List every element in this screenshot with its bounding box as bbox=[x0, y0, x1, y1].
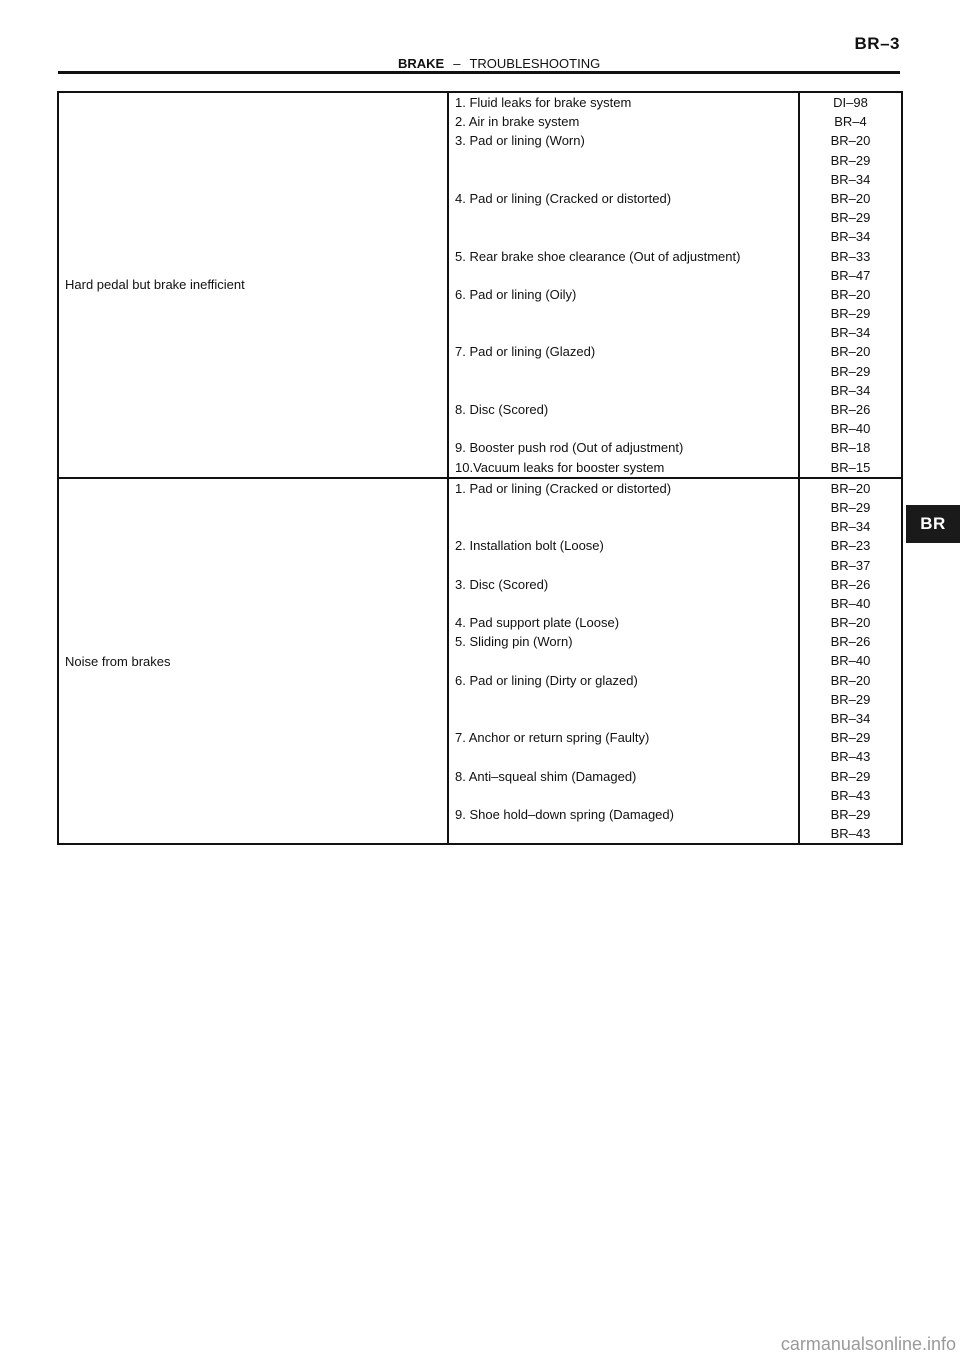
page-reference: BR–20 bbox=[830, 615, 871, 631]
page-reference: BR–29 bbox=[830, 499, 871, 515]
cause-line bbox=[455, 556, 798, 575]
page-reference: BR–26 bbox=[830, 402, 871, 417]
cause-line bbox=[455, 824, 798, 843]
page-reference: BR–34 bbox=[830, 325, 871, 341]
table-body bbox=[58, 92, 902, 844]
page-reference: BR–20 bbox=[830, 344, 871, 360]
cause-line bbox=[455, 304, 798, 323]
page-reference: BR–20 bbox=[830, 480, 871, 496]
cause-line: 1. Pad or lining (Cracked or distorted) bbox=[455, 480, 672, 496]
cause-line: 7. Pad or lining (Glazed) bbox=[455, 344, 596, 360]
page-reference: BR–40 bbox=[830, 595, 871, 611]
page-reference: BR–34 bbox=[830, 229, 871, 245]
problem-cell: Hard pedal but brake inefficient bbox=[58, 92, 448, 478]
page-reference: BR–40 bbox=[830, 421, 871, 437]
page-reference: BR–43 bbox=[830, 787, 871, 803]
page-reference: BR–26 bbox=[830, 576, 871, 592]
cause-line: 7. Anchor or return spring (Faulty) bbox=[455, 730, 650, 746]
section-title: BRAKE bbox=[398, 56, 445, 71]
cause-line bbox=[455, 709, 798, 728]
problem-group-row bbox=[58, 92, 902, 478]
page-reference: BR–20 bbox=[830, 286, 871, 302]
cause-line bbox=[455, 362, 798, 381]
causes-cell bbox=[448, 92, 799, 478]
page-reference: BR–20 bbox=[830, 133, 871, 149]
cause-line bbox=[455, 594, 798, 613]
cause-line: 10.Vacuum leaks for booster system bbox=[455, 459, 665, 475]
cause-line bbox=[455, 381, 798, 400]
page-reference: BR–33 bbox=[830, 248, 871, 264]
page-reference: BR–29 bbox=[830, 768, 871, 784]
cause-line: 8. Anti–squeal shim (Damaged) bbox=[455, 768, 637, 784]
cause-line bbox=[455, 747, 798, 766]
problem-group-row bbox=[58, 478, 902, 845]
page-reference: BR–29 bbox=[830, 363, 871, 379]
page-reference: BR–26 bbox=[830, 634, 871, 650]
cause-line: 6. Pad or lining (Oily) bbox=[455, 286, 577, 302]
cause-line: 3. Pad or lining (Worn) bbox=[455, 133, 585, 149]
cause-line: 9. Booster push rod (Out of adjustment) bbox=[455, 440, 684, 456]
cause-line: 5. Rear brake shoe clearance (Out of adjustment) bbox=[455, 248, 741, 264]
page-reference: BR–20 bbox=[830, 190, 871, 206]
page-reference: BR–29 bbox=[830, 730, 871, 746]
cause-line bbox=[455, 690, 798, 709]
cause-line bbox=[455, 208, 798, 227]
page-reference: BR–34 bbox=[830, 382, 871, 398]
reference-cell bbox=[799, 92, 902, 478]
cause-line: 8. Disc (Scored) bbox=[455, 402, 549, 417]
cause-line bbox=[455, 266, 798, 285]
page-reference: BR–29 bbox=[830, 210, 871, 226]
header-separator: – bbox=[453, 56, 461, 71]
page-reference: BR–18 bbox=[830, 440, 871, 456]
subsection-title: TROUBLESHOOTING bbox=[469, 56, 601, 71]
cause-line: 2. Air in brake system bbox=[455, 114, 580, 130]
page-reference: BR–15 bbox=[830, 459, 871, 475]
page-reference: DI–98 bbox=[833, 95, 868, 110]
cause-line: 1. Fluid leaks for brake system bbox=[455, 95, 632, 110]
watermark: carmanualsonline.info bbox=[780, 1334, 956, 1354]
page-reference: BR–4 bbox=[834, 114, 867, 130]
cause-line bbox=[455, 151, 798, 170]
page-reference: BR–47 bbox=[830, 267, 871, 283]
cause-line bbox=[455, 227, 798, 246]
cause-line: 5. Sliding pin (Worn) bbox=[455, 634, 573, 650]
causes-cell bbox=[448, 478, 799, 845]
page-reference: BR–34 bbox=[830, 519, 871, 535]
cause-line: 6. Pad or lining (Dirty or glazed) bbox=[455, 672, 638, 688]
cause-line bbox=[455, 651, 798, 670]
page-reference: BR–29 bbox=[830, 691, 871, 707]
cause-line: 9. Shoe hold–down spring (Damaged) bbox=[455, 806, 674, 822]
page-reference: BR–43 bbox=[830, 749, 871, 765]
page-reference: BR–43 bbox=[830, 826, 871, 842]
page-reference: BR–29 bbox=[830, 806, 871, 822]
cause-line: 4. Pad support plate (Loose) bbox=[455, 615, 620, 631]
page-reference: BR–40 bbox=[830, 653, 871, 669]
cause-line bbox=[455, 170, 798, 189]
page-reference: BR–37 bbox=[830, 557, 871, 573]
page-reference: BR–20 bbox=[830, 672, 871, 688]
troubleshooting-table bbox=[57, 91, 903, 845]
problem-cell: Noise from brakes bbox=[58, 478, 448, 845]
page-reference: BR–29 bbox=[830, 306, 871, 322]
page-reference: BR–23 bbox=[830, 538, 871, 554]
cause-line: 3. Disc (Scored) bbox=[455, 576, 549, 592]
running-header bbox=[398, 56, 600, 71]
cause-line bbox=[455, 498, 798, 517]
cause-line bbox=[455, 323, 798, 342]
page-reference: BR–29 bbox=[830, 152, 871, 168]
section-tab-badge[interactable]: BR bbox=[906, 505, 960, 543]
cause-line: 2. Installation bolt (Loose) bbox=[455, 538, 604, 554]
reference-cell bbox=[799, 478, 902, 845]
page-reference: BR–34 bbox=[830, 711, 871, 726]
header-rule bbox=[58, 71, 900, 74]
cause-line: 4. Pad or lining (Cracked or distorted) bbox=[455, 190, 672, 206]
page-number: BR–3 bbox=[854, 34, 900, 53]
cause-line bbox=[455, 786, 798, 805]
cause-line bbox=[455, 517, 798, 536]
page-reference: BR–34 bbox=[830, 171, 871, 187]
cause-line bbox=[455, 419, 798, 438]
